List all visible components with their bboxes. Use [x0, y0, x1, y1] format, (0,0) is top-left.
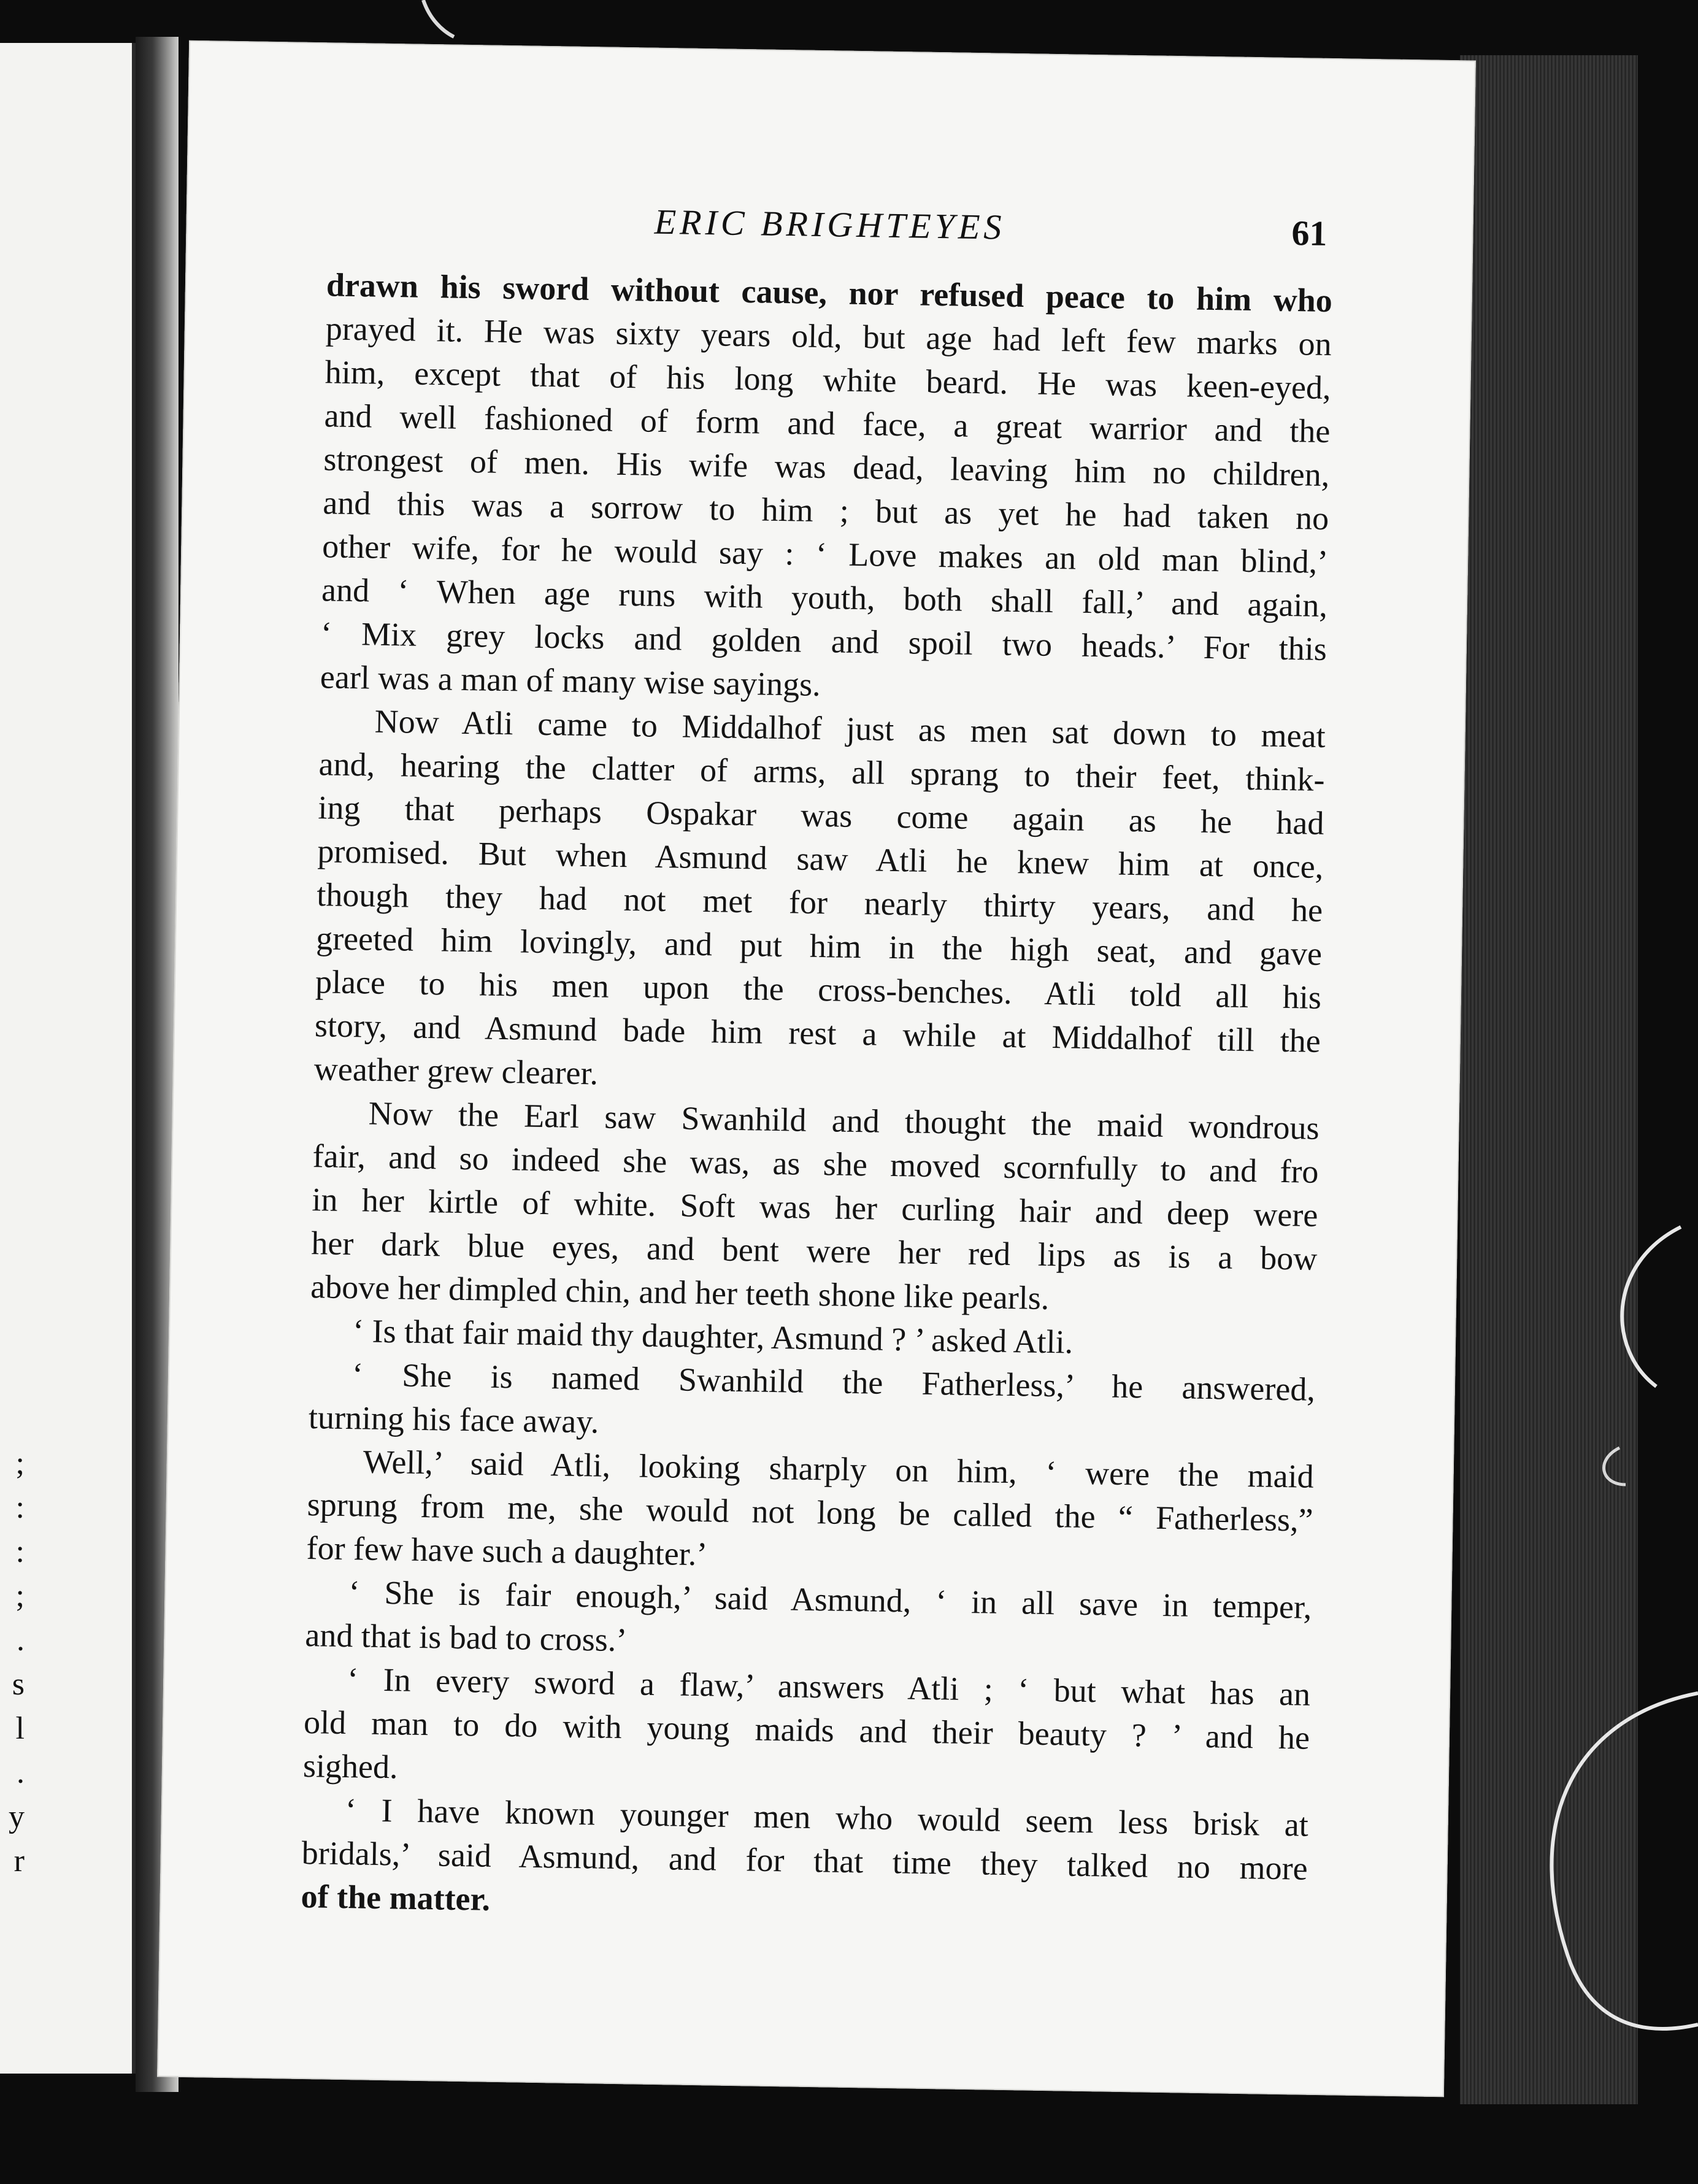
fragment: : [15, 1490, 25, 1525]
text-line: ‘ I have known younger men who would seem less brisk at [345, 1791, 1309, 1844]
text-line: greeted him lovingly, and put him in the high seat, and gave [315, 920, 1323, 972]
text-line: weather grew clearer. [313, 1050, 599, 1092]
text-line: fair, and so indeed she was, as she moved scornfully to and fro [312, 1137, 1319, 1190]
text-line: of the matter. [301, 1877, 491, 1918]
text-line: old man to do with young maids and their beauty ? ’ and he [303, 1704, 1310, 1756]
text-line: and ‘ When age runs with youth, both shall fall,’ and again, [321, 571, 1328, 624]
text-line: Well,’ said Atli, looking sharply on him, ‘ were the maid [363, 1443, 1315, 1495]
page-number: 61 [1291, 213, 1328, 253]
text-line: ‘ Is that fair maid thy daughter, Asmund ? ’ asked Atli. [352, 1312, 1074, 1361]
text-line: other wife, for he would say : ‘ Love makes an old man blind,’ [321, 528, 1329, 580]
text-line: ‘ Mix grey locks and golden and spoil two heads.’ For this [320, 615, 1327, 667]
text-line: ‘ She is named Swanhild the Fatherless,’ he answered, [352, 1356, 1316, 1408]
running-head: ERIC BRIGHTEYES [654, 201, 1005, 247]
text-line: and, hearing the clatter of arms, all sprang to their feet, think- [318, 745, 1325, 798]
fragment: s [12, 1667, 25, 1702]
text-line: her dark blue eyes, and bent were her red lips as is a bow [310, 1225, 1318, 1277]
text-line: ‘ She is fair enough,’ said Asmund, ‘ in all save in temper, [348, 1574, 1312, 1626]
text-line: though they had not met for nearly thirty years, and he [316, 876, 1323, 929]
text-line: ing that perhaps Ospakar was come again as he had [318, 789, 1324, 842]
fragment: . [17, 1623, 25, 1658]
fragment: l [15, 1711, 25, 1746]
text-line: Now Atli came to Middalhof just as men sat down to meat [374, 702, 1326, 755]
text-line: him, except that of his long white beard. He was keen-eyed, [325, 353, 1332, 407]
text-line: above her dimpled chin, and her teeth shone like pearls. [310, 1268, 1050, 1317]
text-line: prayed it. He was sixty years old, but age had left few marks on [325, 310, 1332, 363]
text-line: and this was a sorrow to him ; but as yet he had taken no [322, 484, 1329, 537]
text-line: promised. But when Asmund saw Atli he knew him at once, [317, 832, 1324, 885]
fragment: r [13, 1844, 25, 1878]
text-line: for few have such a daughter.’ [306, 1529, 708, 1573]
text-line: ‘ In every sword a flaw,’ answers Atli ; ‘ but what has an [347, 1661, 1311, 1713]
fragment: . [17, 1755, 25, 1790]
text-line: turning his face away. [308, 1399, 599, 1440]
fragment: : [15, 1534, 25, 1569]
text-line: sprung from me, she would not long be called the “ Fatherless,” [307, 1486, 1314, 1539]
text-line: and that is bad to cross.’ [304, 1617, 628, 1659]
text-line: and well fashioned of form and face, a great warrior and the [324, 397, 1331, 450]
text-line: drawn his sword without cause, nor refused peace to him who [326, 266, 1333, 320]
text-line: in her kirtle of white. Soft was her curling hair and deep were [312, 1181, 1318, 1234]
text-line: strongest of men. His wife was dead, leaving him no children, [323, 440, 1330, 494]
fragment: ; [15, 1446, 25, 1481]
text-line: sighed. [302, 1747, 399, 1786]
text-line: bridals,’ said Asmund, and for that time they talked no more [301, 1834, 1308, 1887]
fragment: ; [15, 1578, 25, 1613]
text-line: earl was a man of many wise sayings. [320, 658, 821, 704]
text-line: place to his men upon the cross-benches. Atli told all his [315, 963, 1322, 1016]
text-line: story, and Asmund bade him rest a while at Middalhof till the [314, 1007, 1321, 1059]
text-line: Now the Earl saw Swanhild and thought the maid wondrous [368, 1094, 1320, 1147]
fragment: y [9, 1799, 25, 1834]
